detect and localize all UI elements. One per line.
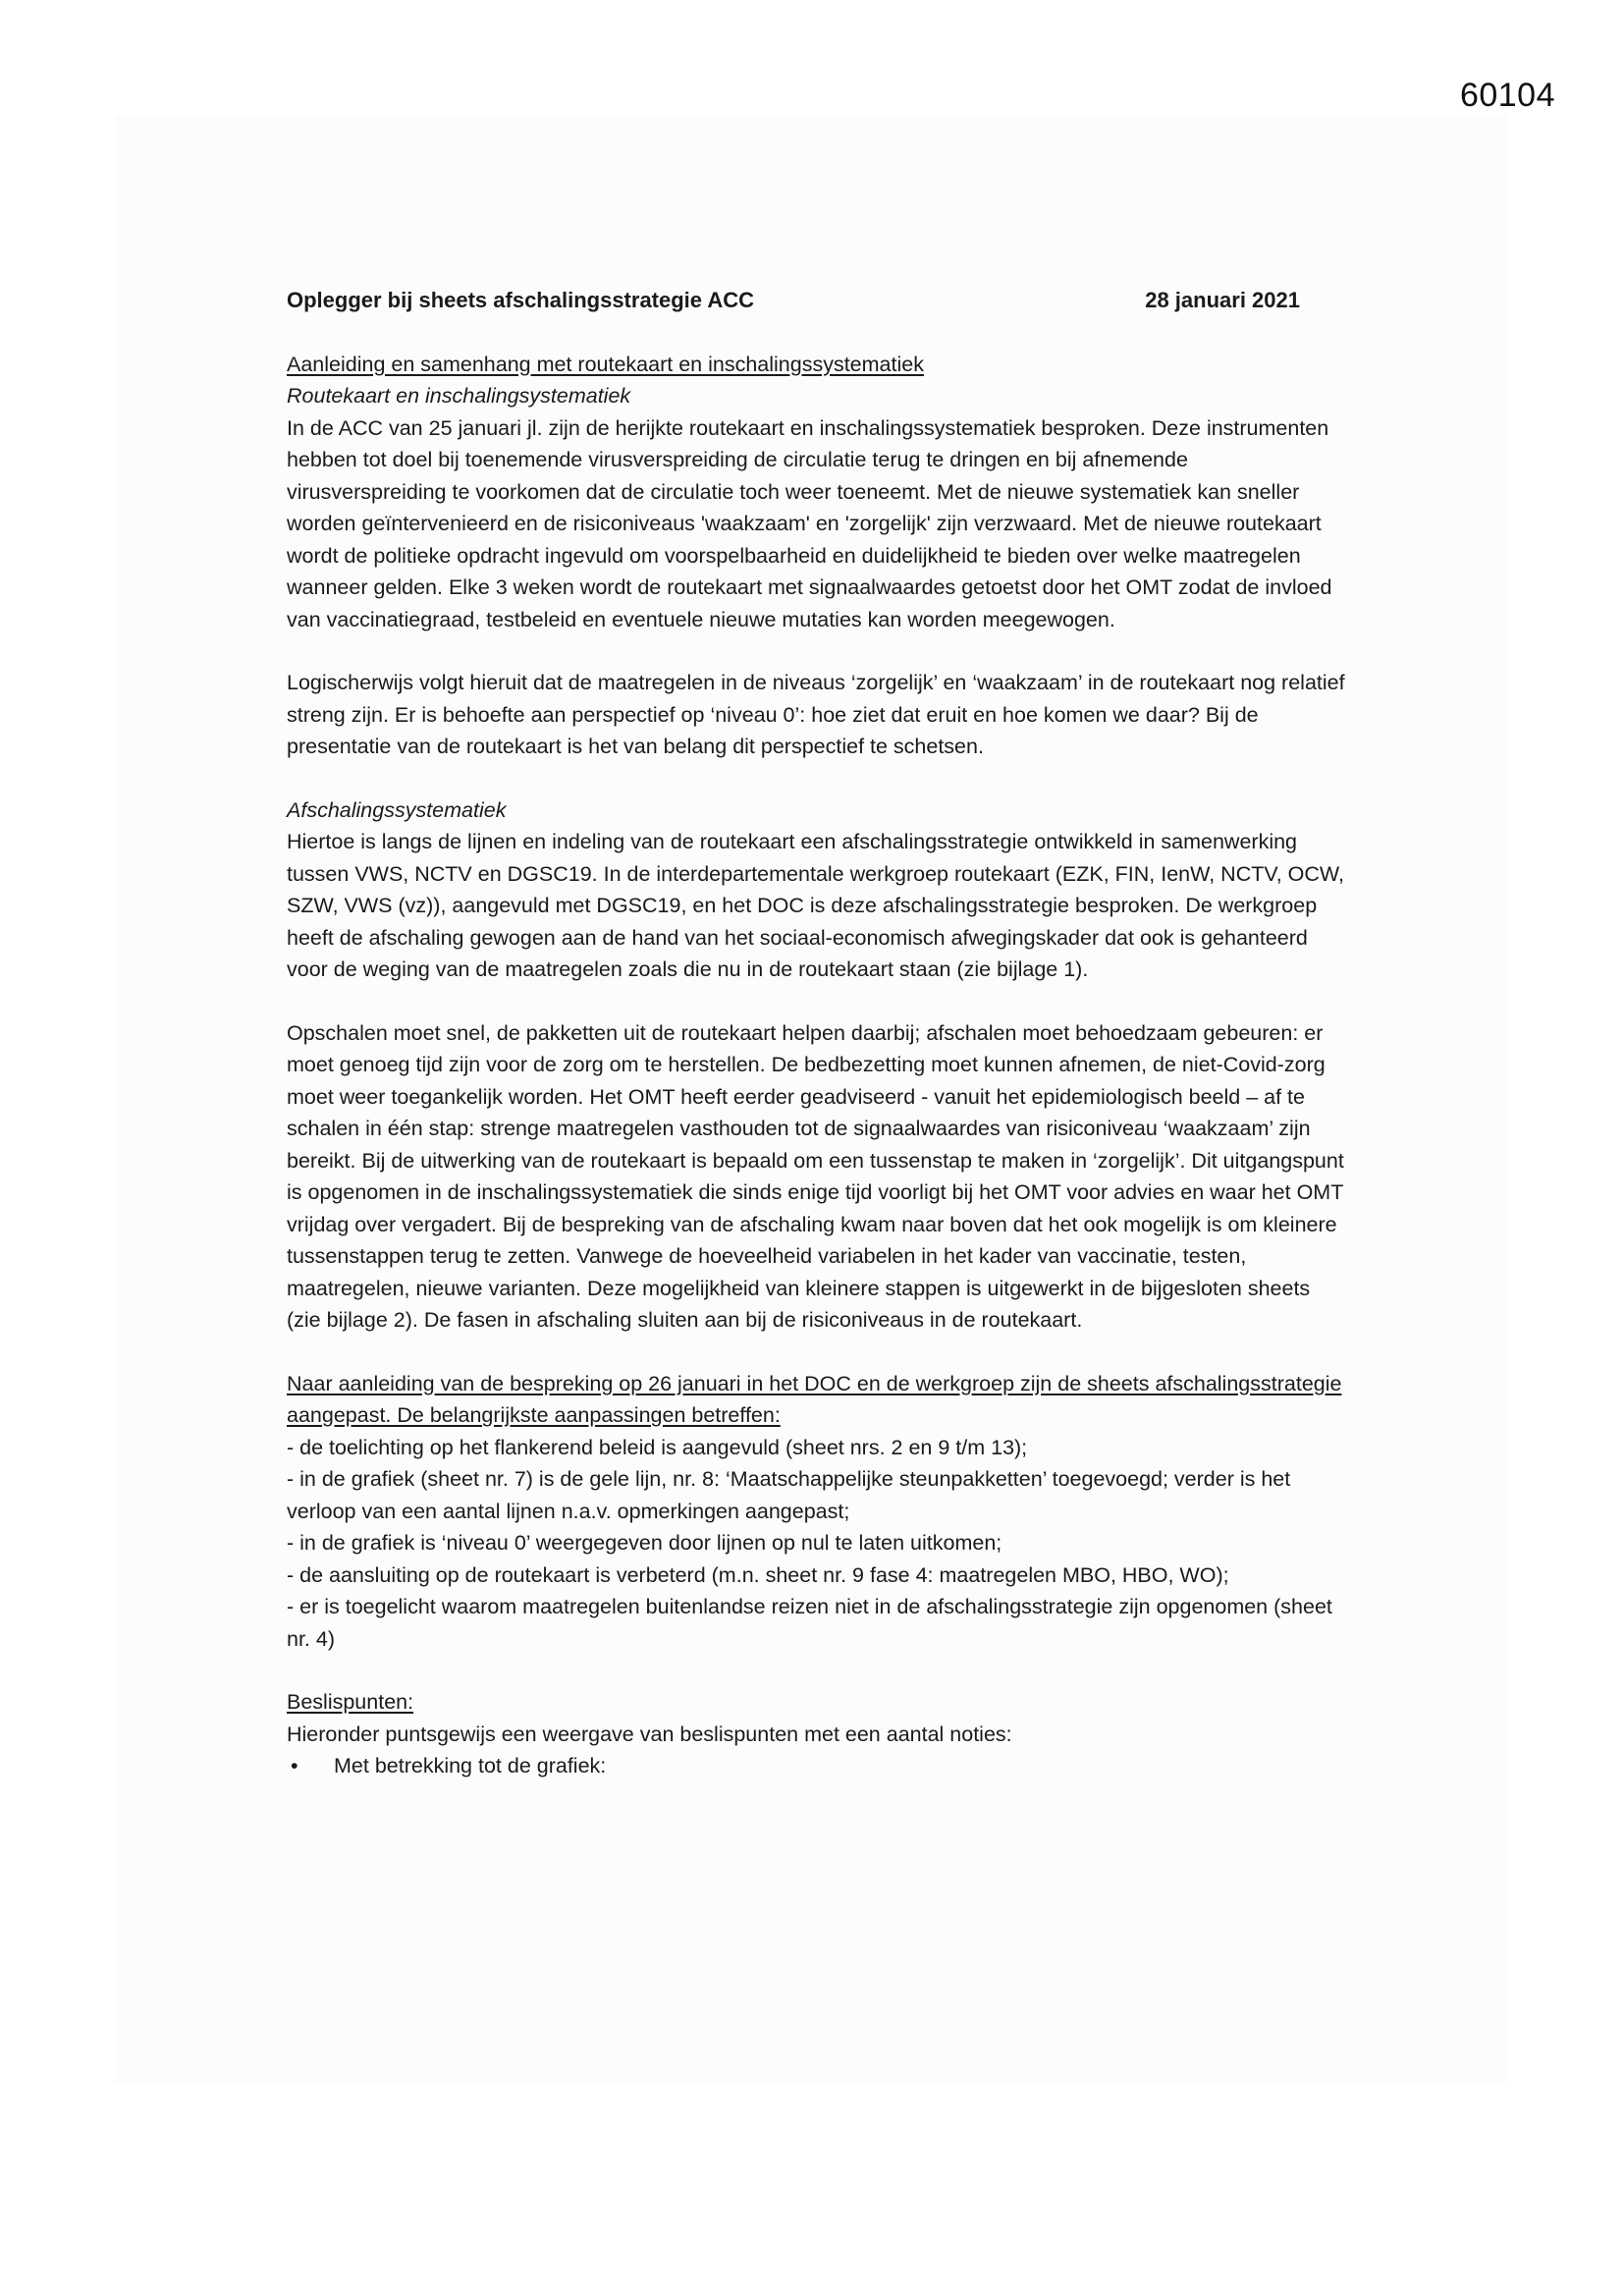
section-heading-beslispunten: Beslispunten: <box>287 1690 414 1714</box>
list-item: - er is toegelicht waarom maatregelen buitenlandse reizen niet in de afschalingsstrategie zijn opgenomen (sheet nr. 4) <box>287 1595 1332 1651</box>
subheading-routekaart: Routekaart en inschalingsystematiek <box>287 384 631 408</box>
section-heading-aanleiding: Aanleiding en samenhang met routekaart en inschalingssystematiek <box>287 352 924 376</box>
bullet-text: Met betrekking tot de grafiek: <box>334 1754 607 1777</box>
list-item: - de toelichting op het flankerend beleid is aangevuld (sheet nrs. 2 en 9 t/m 13); <box>287 1435 1028 1459</box>
paragraph: Hieronder puntsgewijs een weergave van beslispunten met een aantal noties: <box>287 1722 1012 1746</box>
section-heading-aanpassingen: Naar aanleiding van de bespreking op 26 januari in het DOC en de werkgroep zijn de sheets afschalingsstrategie aangepast. De belangrijkste aanpassingen betreffen: <box>287 1371 1342 1427</box>
document-body <box>287 285 1347 1782</box>
paragraph: Logischerwijs volgt hieruit dat de maatregelen in de niveaus ‘zorgelijk’ en ‘waakzaam’ in de routekaart nog relatief streng zijn. Er is behoefte aan perspectief op ‘niveau 0’: hoe ziet dat eruit en hoe komen we daar? Bij de presentatie van de routekaart is het van belang dit perspectief te schetsen. <box>287 671 1345 758</box>
list-item: - in de grafiek (sheet nr. 7) is de gele lijn, nr. 8: ‘Maatschappelijke steunpakketten’ toegevoegd; verder is het verloop van een aantal lijnen n.a.v. opmerkingen aangepast; <box>287 1467 1291 1523</box>
list-item: - in de grafiek is ‘niveau 0’ weergegeven door lijnen op nul te laten uitkomen; <box>287 1531 1002 1555</box>
page-number: 60104 <box>1459 77 1555 114</box>
document-title: Oplegger bij sheets afschalingsstrategie ACC <box>287 288 754 312</box>
bullet-item <box>287 1750 1347 1782</box>
paragraph: In de ACC van 25 januari jl. zijn de herijkte routekaart en inschalingssystematiek besproken. Deze instrumenten hebben tot doel bij toenemende virusverspreiding de circulatie terug te dringen en bij afnemende virusverspreiding te voorkomen dat de circulatie toch weer toeneemt. Met de nieuwe systematiek kan sneller worden geïntervenieerd en de risiconiveaus 'waakzaam' en 'zorgelijk' zijn verzwaard. Met de nieuwe routekaart wordt de politieke opdracht ingevuld om voorspelbaarheid en duidelijkheid te bieden over welke maatregelen wanneer gelden. Elke 3 weken wordt de routekaart met signaalwaardes getoetst door het OMT zodat de invloed van vaccinatiegraad, testbeleid en eventuele nieuwe mutaties kan worden meegewogen. <box>287 415 1332 631</box>
list-item: - de aansluiting op de routekaart is verbeterd (m.n. sheet nr. 9 fase 4: maatregelen MBO, HBO, WO); <box>287 1562 1229 1587</box>
paragraph: Opschalen moet snel, de pakketten uit de routekaart helpen daarbij; afschalen moet behoedzaam gebeuren: er moet genoeg tijd zijn voor de zorg om te herstellen. De bedbezetting moet kunnen afnemen, de niet-Covid-zorg moet weer toegankelijk worden. Het OMT heeft eerder geadviseerd - vanuit het epidemiologisch beeld – af te schalen in één stap: strenge maatregelen vasthouden tot de signaalwaardes van risiconiveau ‘waakzaam’ zijn bereikt. Bij de uitwerking van de routekaart is bepaald om een tussenstap te maken in ‘zorgelijk’. Dit uitgangspunt is opgenomen in de inschalingssystematiek die sinds enige tijd voorligt bij het OMT voor advies en waar het OMT vrijdag over vergadert. Bij de bespreking van de afschaling kwam naar boven dat het ook mogelijk is om kleinere tussenstappen terug te zetten. Vanwege de hoeveelheid variabelen in het kader van vaccinatie, testen, maatregelen, nieuwe varianten. Deze mogelijkheid van kleinere stappen is uitgewerkt in de bijgesloten sheets (zie bijlage 2). De fasen in afschaling sluiten aan bij de risiconiveaus in de routekaart. <box>287 1020 1344 1332</box>
paragraph: Hiertoe is langs de lijnen en indeling van de routekaart een afschalingsstrategie ontwikkeld in samenwerking tussen VWS, NCTV en DGSC19. In de interdepartementale werkgroep routekaart (EZK, FIN, IenW, NCTV, OCW, SZW, VWS (vz)), aangevuld met DGSC19, en het DOC is deze afschalingsstrategie besproken. De werkgroep heeft de afschaling gewogen aan de hand van het sociaal-economisch afwegingskader dat ook is gehanteerd voor de weging van de maatregelen zoals die nu in de routekaart staan (zie bijlage 1). <box>287 830 1345 981</box>
bullet-icon: • <box>291 1754 298 1777</box>
document-header <box>287 285 1300 317</box>
document-date: 28 januari 2021 <box>1145 288 1300 312</box>
subheading-afschaling: Afschalingssystematiek <box>287 797 507 822</box>
